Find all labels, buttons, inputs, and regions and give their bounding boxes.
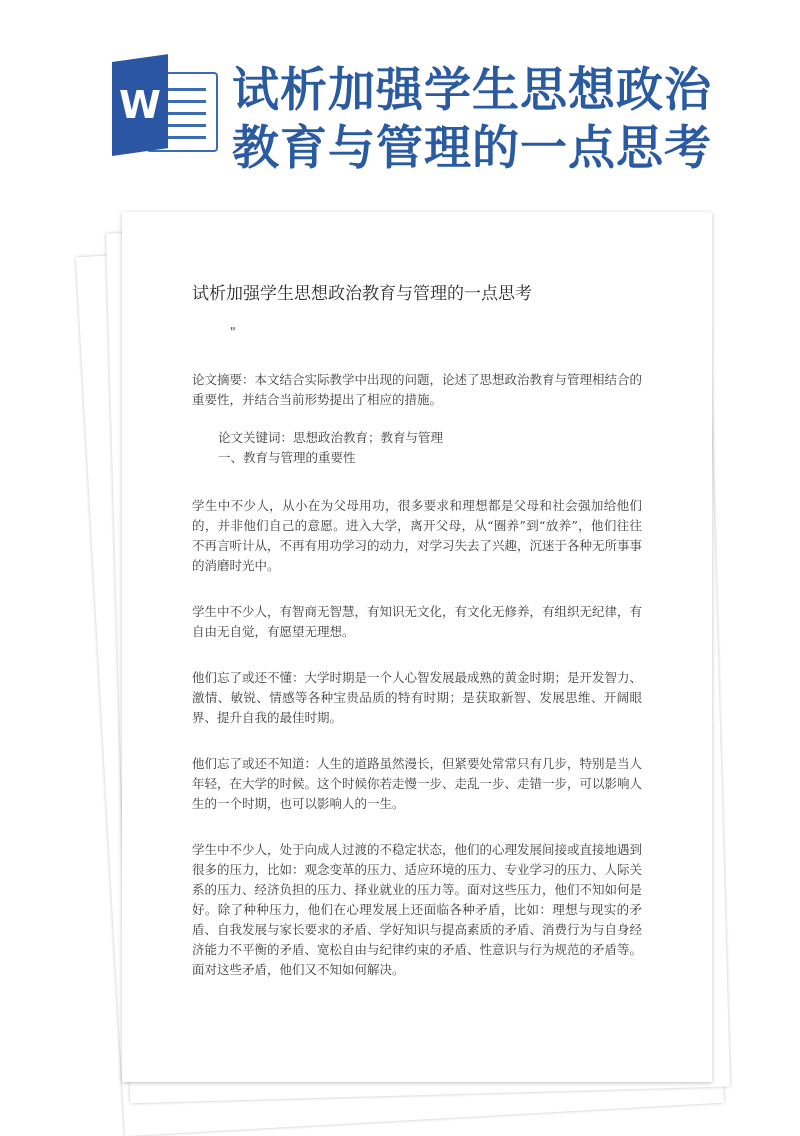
paragraph: 他们忘了或还不知道：人生的道路虽然漫长，但紧要处常常只有几步，特别是当人年轻，在大学的时候。这个时候你若走慢一步、走乱一步、走错一步，可以影响人生的一个时期，也可以影响人的一生。 — [192, 756, 643, 811]
word-icon-line — [168, 112, 206, 115]
word-document-icon — [112, 62, 214, 156]
abstract: 论文摘要：本文结合实际教学中出现的问题，论述了思想政治教育与管理相结合的重要性，并结合当前形势提出了相应的措施。 — [192, 372, 643, 407]
paragraph: 学生中不少人，从小在为父母用功，很多要求和理想都是父母和社会强加给他们的，并非他们自己的意愿。进入大学，离开父母，从“圈养”到“放养”，他们往往不再言听计从，不再有用功学习的动力，对学习失去了兴趣，沉迷于各种无所事事的消磨时光中。 — [192, 498, 643, 573]
paragraph: 学生中不少人，处于向成人过渡的不稳定状态，他们的心理发展间接或直接地遇到很多的压力，比如：观念变革的压力、适应环境的压力、专业学习的压力、人际关系的压力、经济负担的压力、择业就业的压力等。面对这些压力，他们不知如何是好。除了种种压力，他们在心理发展上还面临各种矛盾，比如：理想与现实的矛盾、自我发展与家长要求的矛盾、学好知识与提高素质的矛盾、消费行为与自身经济能力不平衡的矛盾、宽松自由与纪律约束的矛盾、性意识与行为规范的矛盾等。面对这些矛盾，他们又不知如何解决。 — [192, 842, 643, 977]
banner-title — [232, 62, 732, 178]
word-icon-line — [168, 100, 206, 103]
paragraph: 他们忘了或还不懂：大学时期是一个人心智发展最成熟的黄金时期；是开发智力、激情、敏锐、情感等各种宝贵品质的特有时期；是获取新智、发展思维、开阔眼界、提升自我的最佳时期。 — [192, 670, 643, 725]
word-icon-badge — [112, 54, 168, 156]
word-icon-line — [168, 88, 206, 91]
document-title: 试析加强学生思想政治教育与管理的一点思考 — [192, 284, 532, 304]
banner-title-line-2: 教育与管理的一点思考 — [232, 121, 712, 176]
keywords: 论文关键词：思想政治教育；教育与管理 — [218, 430, 444, 445]
document-content — [192, 284, 642, 1006]
paragraph: 学生中不少人，有智商无智慧，有知识无文化，有文化无修养，有组织无纪律，有自由无自觉，有愿望无理想。 — [192, 604, 643, 639]
word-icon-line — [168, 136, 206, 139]
word-icon-line — [168, 124, 206, 127]
quote-mark: " — [230, 324, 236, 339]
document-page — [122, 212, 712, 1082]
header-banner — [0, 0, 800, 210]
banner-title-line-1: 试析加强学生思想政治 — [232, 63, 712, 118]
word-icon-letter: W — [119, 83, 161, 128]
section-heading: 一、教育与管理的重要性 — [218, 450, 356, 465]
